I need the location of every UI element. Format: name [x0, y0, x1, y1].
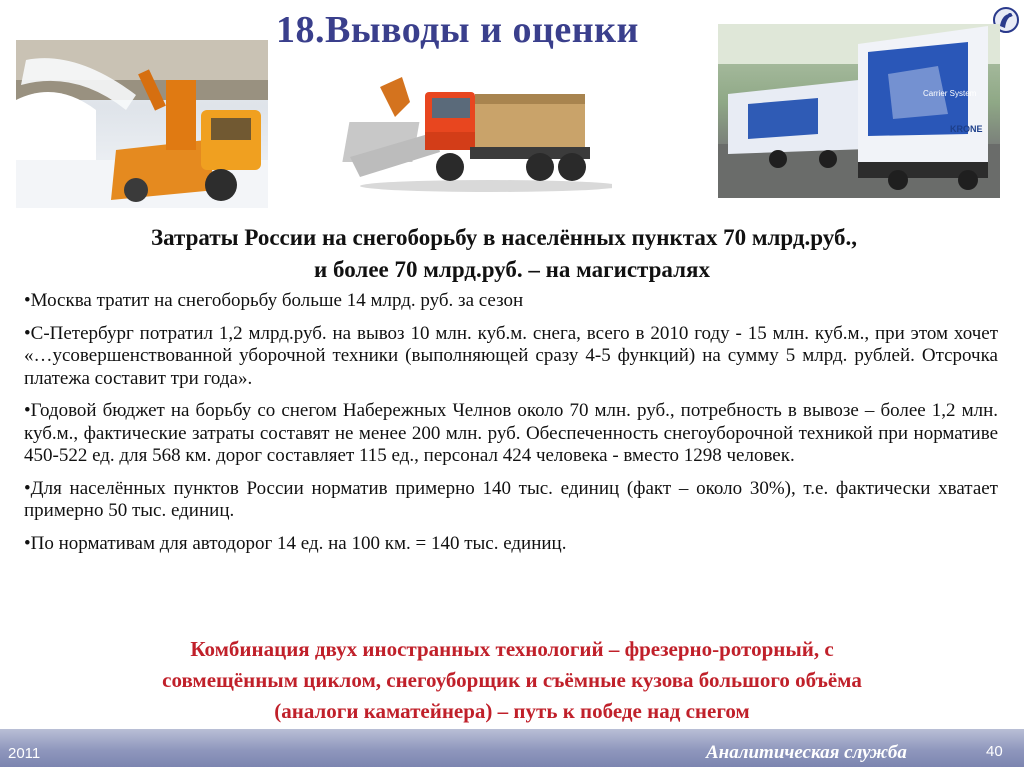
bullet-list: [24, 290, 998, 565]
slide-title: 18.Выводы и оценки: [276, 9, 639, 51]
bullet-item: •Для населённых пунктов России норматив примерно 140 тыс. единиц (факт – около 30%), т.е. фактически хватает примерно 50 тыс. единиц.: [24, 477, 998, 521]
krone-text: KRONE: [950, 124, 983, 134]
bullet-item: •По нормативам для автодорог 14 ед. на 100 км. = 140 тыс. единиц.: [24, 532, 567, 554]
conclusion-text: [0, 634, 1024, 727]
page-number: 40: [986, 743, 1003, 760]
conclusion-line-1: Комбинация двух иностранных технологий – фрезерно-роторный, с: [190, 637, 834, 661]
bullet-item: •Годовой бюджет на борьбу со снегом Набережных Челнов около 70 млн. руб., потребность в вывозе – более 1,2 млн. куб.м., фактические затраты составят не менее 200 млн. руб. Обеспеченность снегоуборочной техникой при нормативе 450-522 ед. для 568 км. дорог составляет 115 ед., персонал 424 человека - вместо 1298 человек.: [24, 400, 998, 466]
container-trucks-photo: [718, 24, 1000, 198]
snow-blower-photo: [16, 40, 268, 208]
snowplow-truck-photo: [340, 62, 612, 192]
headline-line-1: Затраты России на снегоборьбу в населённых пунктах 70 млрд.руб.,: [151, 225, 857, 250]
footer-year: 2011: [8, 745, 41, 762]
bullet-item: •С-Петербург потратил 1,2 млрд.руб. на вывоз 10 млн. куб.м. снега, всего в 2010 году - 15 млн. куб.м., при этом хочет «…усовершенствованной уборочной техники (выполняющей сразу 4-5 функций) на сумму 5 млрд. рублей. Отсрочка платежа составит три года».: [24, 322, 998, 389]
conclusion-line-2: совмещённым циклом, снегоуборщик и съёмные кузова большого объёма: [162, 668, 862, 692]
bullet-item: •Москва тратит на снегоборьбу больше 14 млрд. руб. за сезон: [24, 290, 524, 311]
carrier-system-text: Carrier System: [923, 89, 977, 98]
footer-organization: Аналитическая служба: [706, 742, 907, 763]
headline-line-2: и более 70 млрд.руб. – на магистралях: [314, 257, 710, 282]
conclusion-line-3: (аналоги каматейнера) – путь к победе над снегом: [274, 699, 750, 723]
